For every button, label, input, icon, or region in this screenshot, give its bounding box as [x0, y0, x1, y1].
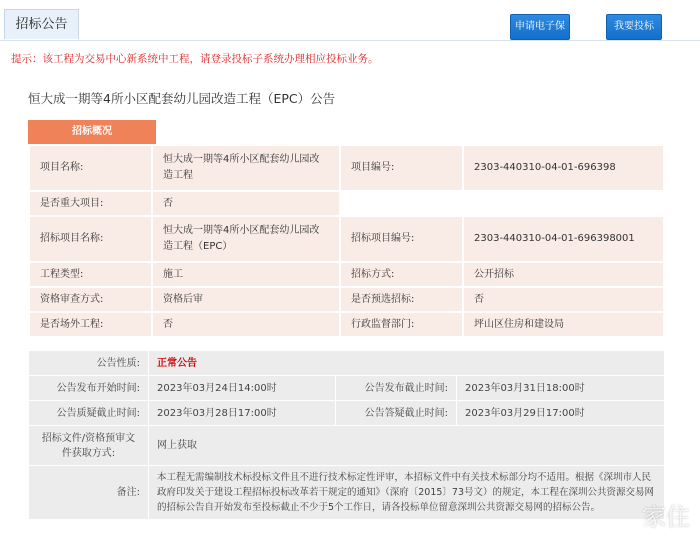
watermark-logo: 家住 [642, 503, 690, 531]
project-name-value: 恒大成一期等4所小区配套幼儿园改造工程 [152, 145, 340, 191]
project-type-label: 工程类型: [29, 262, 152, 287]
query-deadline-label: 公告质疑截止时间: [29, 401, 149, 426]
submit-bid-button[interactable]: 我要投标 [606, 14, 662, 40]
publish-start-label: 公告发布开始时间: [29, 376, 149, 401]
docs-method-value: 网上获取 [149, 426, 665, 466]
bid-method-label: 招标方式: [340, 262, 463, 287]
project-name-label: 项目名称: [29, 145, 152, 191]
remarks-value: 本工程无需编制技术标投标文件且不进行技术标定性评审，本招标文件中有关技术标部分均不适用。根据《深圳市人民政府印发关于建设工程招标投标改革若干规定的通知》（深府〔2015〕73号文）的规定，本工程在深圳公共资源交易网的招标公告自开始发布至投标截止不少于5个工作日，请各投标单位留意深圳公共资源交易网的招标公告。 [149, 466, 665, 520]
notice-nature-value: 正常公告 [149, 351, 665, 376]
bid-project-no-value: 2303-440310-04-01-696398001 [463, 216, 664, 262]
page-title: 恒大成一期等4所小区配套幼儿园改造工程（EPC）公告 [28, 91, 336, 106]
offsite-value: 否 [152, 312, 340, 337]
qualification-review-value: 资格后审 [152, 287, 340, 312]
major-project-label: 是否重大项目: [29, 191, 152, 216]
bid-project-name-label: 招标项目名称: [29, 216, 152, 262]
publish-end-value: 2023年03月31日18:00时 [457, 376, 665, 401]
empty-cell [340, 191, 664, 216]
project-no-value: 2303-440310-04-01-696398 [463, 145, 664, 191]
apply-guarantee-button[interactable]: 申请电子保函 [510, 14, 570, 40]
supervisor-value: 坪山区住房和建设局 [463, 312, 664, 337]
preselect-value: 否 [463, 287, 664, 312]
tab-tender-notice[interactable]: 招标公告 [4, 9, 79, 39]
answer-deadline-label: 公告答疑截止时间: [336, 401, 457, 426]
supervisor-label: 行政监督部门: [340, 312, 463, 337]
system-tip: 提示：该工程为交易中心新系统中工程，请登录投标子系统办理相应投标业务。 [11, 53, 379, 65]
major-project-value: 否 [152, 191, 340, 216]
bid-project-no-label: 招标项目编号: [340, 216, 463, 262]
top-bar [0, 0, 700, 56]
bid-method-value: 公开招标 [463, 262, 664, 287]
docs-method-label: 招标文件/资格预审文件获取方式: [29, 426, 149, 466]
project-no-label: 项目编号: [340, 145, 463, 191]
overview-table [28, 144, 665, 338]
qualification-review-label: 资格审查方式: [29, 287, 152, 312]
project-type-value: 施工 [152, 262, 340, 287]
preselect-label: 是否预选招标: [340, 287, 463, 312]
notice-table [28, 350, 665, 520]
query-deadline-value: 2023年03月28日17:00时 [149, 401, 336, 426]
section-tab-overview[interactable]: 招标概况 [28, 120, 156, 144]
publish-start-value: 2023年03月24日14:00时 [149, 376, 336, 401]
bid-project-name-value: 恒大成一期等4所小区配套幼儿园改造工程（EPC） [152, 216, 340, 262]
notice-nature-label: 公告性质: [29, 351, 149, 376]
answer-deadline-value: 2023年03月29日17:00时 [457, 401, 665, 426]
remarks-label: 备注: [29, 466, 149, 520]
offsite-label: 是否场外工程: [29, 312, 152, 337]
publish-end-label: 公告发布截止时间: [336, 376, 457, 401]
